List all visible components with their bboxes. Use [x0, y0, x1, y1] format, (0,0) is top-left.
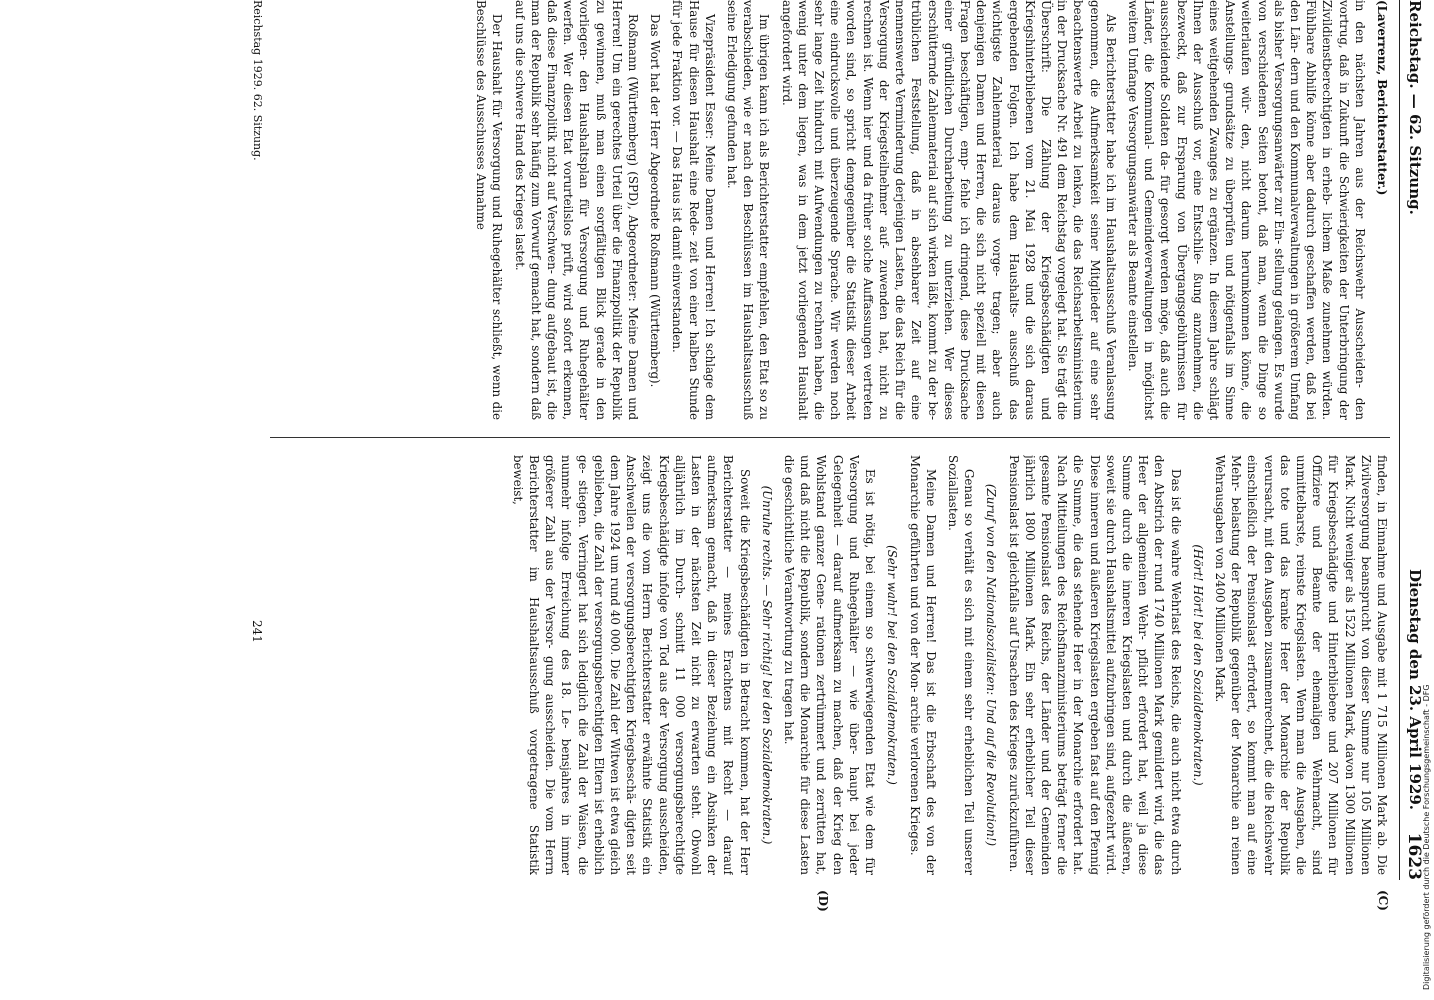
rotated-page — [230, 0, 1430, 912]
paragraph: in den nächsten Jahren aus der Reichswehr Ausscheiden- den vortrug, daß in Zukunft die Schwierigkeiten der Unterbringung der Zivildienstberechtigten in erheb- lichem Maße zunehmen würden. Fühlbare Abhilfe könne aber dadurch geschaffen werden, daß bei den Län- dern und den Kommunalverwaltungen in größerem Umfang als bisher Versorgungsanwärter zur Ein- stellung gelangen. Es wurde von verschiedenen Seiten betont, daß man, wenn die Dinge so weiterlaufen wür- den, nicht darum herumkommen könne, die Anstellungs- grundsätze zu überprüfen und nötigenfalls im Sinne eines weitgehenden Zwanges zu ergänzen. In diesem Jahre schlägt Ihnen der Ausschuß vor, eine Entschlie- ßung anzunehmen, die bezweckt, daß zur Ersparung von Übergangsgebührnissen für ausscheidende Soldaten da- für gesorgt werden möge, daß auch die Länder, die Kommunal- und Gemeindeverwaltungen in möglichst weitem Umfange Versorgungsanwärter als Beamte einstellen. — [1125, 0, 1367, 420]
paragraph: Das Wort hat der Herr Abgeordnete Roßmann (Württemberg). — [648, 14, 663, 388]
paragraph: Soweit die Kriegsbeschädigten in Betracht kommen, hat der Herr Berichterstatter — meines Erachtens mit Recht — darauf aufmerksam gemacht, daß in dieser Beziehung ein Absinken der Lasten in der nächsten Zeit nicht zu erwarten steht. Obwohl alljährlich im Durch- schnitt 11 000 versorgungsberechtigte Kriegsbeschädigte infolge von Tod aus der Versorgung ausscheiden, zeigt uns die vom Herrn Berichterstatter erwähnte Statistik ein Anschwellen der versorgungsberechtigten Kriegsbeschä- digten seit dem Jahre 1924 um rund 40 000. Die Zahl der Witwen ist etwa gleich geblieben, die Zahl der versorgungsberechtigten Eltern ist erheblich ge- stiegen. Verringert hat sich lediglich die Zahl der Waisen, die nunmehr infolge Erreichung des 18. Le- bensjahres in immer größerer Zahl aus der Versor- gung ausscheiden. Die vom Herrn Berichterstatter im Haushaltsausschuß vorgetragene Statistik beweist, — [510, 455, 752, 875]
paragraph: finden, in Einnahme und Ausgabe mit 1 715 Millionen Mark ab. Die Zivilversorgung beansprucht von dieser Summe nur 105 Millionen Mark. Nicht weniger als 1522 Millionen Mark, davon 1300 Millionen für Kriegsbeschädigte und Hinterbliebene und 207 Millionen für Offiziere und Beamte der ehemaligen Wehrmacht, sind unmittelbarste, reinste Kriegslasten. Wenn man die Ausgaben, die das tote und das kranke Heer der Monarchie der Republik verursacht, mit den Ausgaben zusammenrechnet, die die Reichswehr einschließlich der Pensionslast erfordert, so kommt man auf eine Mehr- belastung der Republik gegenüber der Monarchie an reinen Wehrausgaben von 2400 Millionen Mark. — [1212, 455, 1389, 875]
digitization-note: Digitalisierung gefördert durch die Deutsche Forschungsgemeinschaft - DFG — [1422, 684, 1431, 990]
speaker-intro: (Laverrenz, Berichterstatter.) — [1375, 0, 1389, 196]
page-number: 1623 — [1404, 832, 1424, 880]
paragraph: Meine Damen und Herren! Das ist die Erbschaft des von der Monarchie geführten und von der Mon- archie verlorenen Krieges. — [907, 455, 938, 875]
paragraph: Das ist die wahre Wehrlast des Reichs, die auch nicht etwa durch den Abstrich der rund 1740 Millionen Mark gemildert wird, die das Heer der allgemeinen Wehr- pflicht erfordert hat, weil ja diese Summe durch die inneren Kriegslasten und durch die äußeren, soweit sie durch Haushaltsmittel aufzubringen sind, aufgezehrt wird. Diese inneren und äußeren Kriegslasten ergeben fast auf den Pfennig die Summe, die das stehende Heer in der Monarchie erfordert hat. Nach Mitteilungen des Reichsfinanzministeriums beträgt ferner die gesamte Pensionslast des Reichs, der Länder und der Gemeinden jährlich 1800 Millionen Mark. Ein sehr erheblicher Teil dieser Pensionslast ist gleichfalls auf Ursachen des Krieges zurückzuführen. — [1006, 455, 1183, 875]
paragraph: Im übrigen kann ich als Berichterstatter empfehlen, den Etat so zu verabschieden, wie er nach den Beschlüssen im Haushaltsausschuß seine Erledigung gefunden hat. — [725, 0, 772, 420]
paragraph: Als Berichterstatter habe ich im Haushaltsausschuß Veranlassung genommen, die Aufmerksamkeit seiner Mitglieder auf eine sehr beachtenswerte Arbeit zu lenken, die das Reichsarbeitsministerium in der Drucksache Nr. 491 dem Reichstag vorgelegt hat. Sie trägt die Überschrift: Die Zählung der Kriegsbeschädigten und Kriegshinterbliebenen vom 21. Mai 1928 und die sich daraus ergebenden Folgen. Ich habe dem Haushalts- ausschuß das wichtigste Zahlenmaterial daraus vorge- tragen; aber auch denjenigen Damen und Herren, die sich nicht speziell mit diesen Fragen beschäftigen, emp- fehle ich dringend, diese Drucksache einer gründlichen Durcharbeitung zu unterziehen. Wer dieses erschütternde Zahlenmaterial auf sich wirken läßt, kommt zu der be- trüblichen Feststellung, daß in absehbarer Zeit auf eine nennenswerte Verminderung derjenigen Lasten, die das Reich für die Versorgung der Kriegsteilnehmer auf- zuwenden hat, nicht zu rechnen ist. Wenn hier und da früher solche Auffassungen vertreten worden sind, so spricht demgegenüber die Statistik dieser Arbeit eine eindrucksvolle und überzeugende Sprache. Wir werden noch sehr lange Zeit hindurch mit Aufwendungen zu rechnen haben, die wenig unter dem liegen, was in dem jetzt vorliegenden Haushalt angefordert wird. — [779, 0, 1118, 420]
margin-marker-d: (D) — [816, 890, 830, 912]
footer-page-signature: 241 — [250, 620, 264, 643]
paragraph: Roßmann (Württemberg) (SPD), Abgeordneter: Meine Damen und Herren! Um ein gerechtes Urteil über die Finanzpolitik der Republik zu gewinnen, muß man einen sorgfältigen Blick gerade in den vorliegen- den Haushaltsplan für Versorgung und Ruhegehälter werfen. Wer diesen Etat vorurteilslos prüft, wird sofort erkennen, daß diese Finanzpolitik nicht auf Verschwen- dung aufgebaut ist, die man der Republik sehr häufig zum Vorwurf gemacht hat, sondern daß auf uns die schwere Hand des Krieges lastet. — [512, 0, 641, 420]
right-column — [270, 455, 1390, 875]
header-left: Reichstag. — 62. Sitzung. — [1406, 0, 1424, 215]
interjection: (Unruhe rechts. — Sehr richtig! bei den Sozialdemokraten.) — [759, 485, 774, 845]
paragraph: Genau so verhält es sich mit einem sehr erheblichen Teil unserer Soziallasten. — [945, 455, 977, 875]
paragraph: Vizepräsident Esser: Meine Damen und Herren! Ich schlage dem Hause für diesen Haushalt eine Rede- zeit von einer halben Stunde für jede Fraktion vor. — Das Haus ist damit einverstanden. — [670, 0, 717, 420]
header-rule — [1399, 0, 1400, 880]
page-sheet — [234, 0, 1430, 912]
interjection: (Sehr wahr! bei den Sozialdemokraten.) — [885, 545, 900, 785]
paragraph: Es ist nötig, bei einem so schwerwiegenden Etat wie dem für Versorgung und Ruhegehälter — wie über- haupt bei jeder Gelegenheit — darauf aufmerksam zu machen, daß der Krieg den Wohlstand ganzer Gene- rationen zertrümmert und zerrütten hat, und daß nicht die Republik, sondern die Monarchie für diese Lasten die geschichtliche Verantwortung zu tragen hat. — [782, 455, 878, 875]
paragraph: Der Haushalt für Versorgung und Ruhegehälter schließt, wenn die Beschlüsse des Ausschusses Annahme — [474, 0, 505, 420]
column-divider — [270, 437, 1390, 438]
margin-marker-c: (C) — [1376, 890, 1390, 911]
left-column — [270, 0, 1390, 420]
header-date: Dienstag den 23. April 1929. — [1406, 568, 1424, 810]
interjection: (Hört! Hört! bei den Sozialdemokraten.) — [1190, 544, 1205, 786]
interjection: (Zuruf von den Nationalsozialisten: Und auf die Revolution!) — [984, 483, 999, 847]
footer-left: Reichstag 1929. 62. Sitzung. — [251, 0, 264, 161]
